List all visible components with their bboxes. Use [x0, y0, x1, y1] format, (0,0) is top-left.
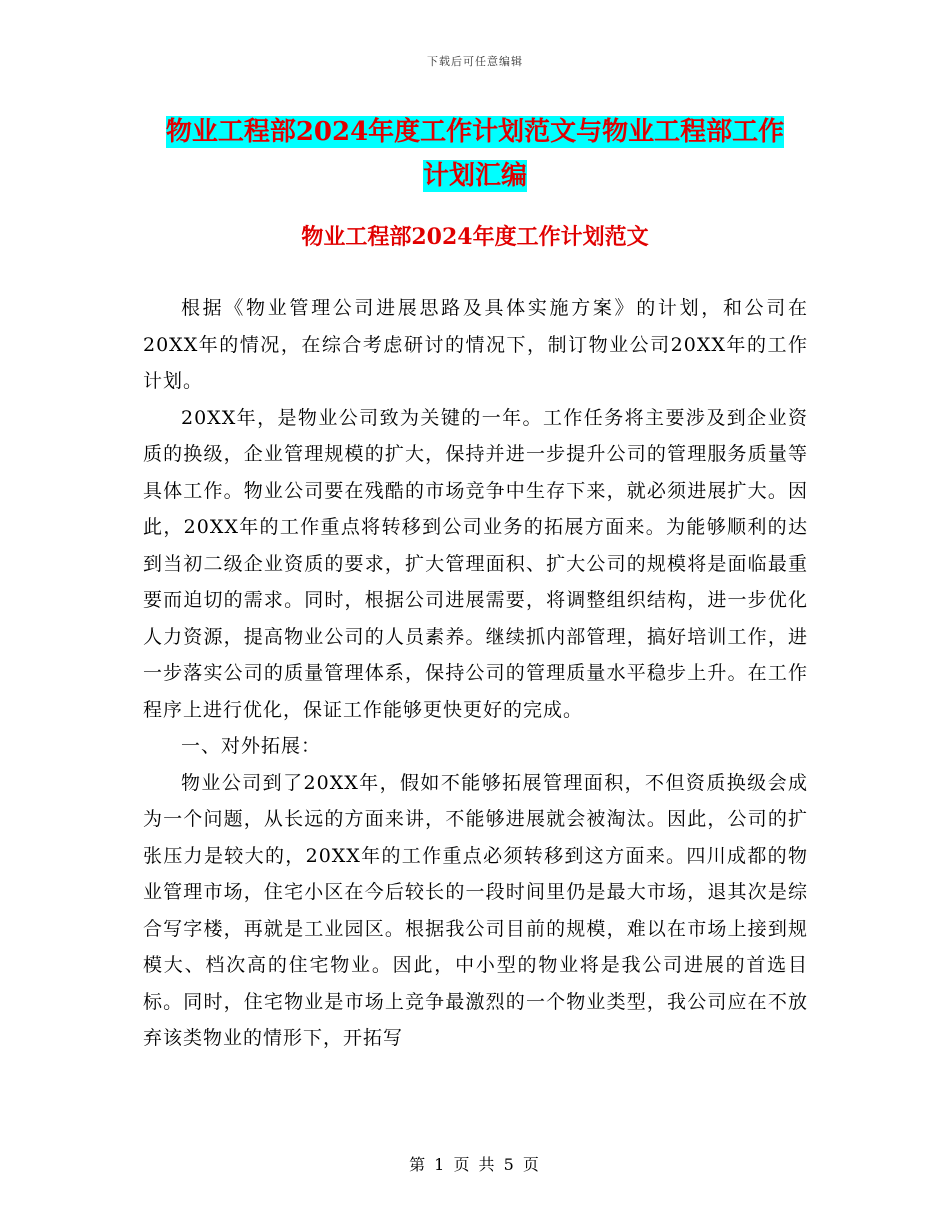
body-paragraph: 根据《物业管理公司进展思路及具体实施方案》的计划，和公司在20XX年的情况，在综合考虑研讨的情况下，制订物业公司20XX年的工作计划。: [143, 297, 808, 392]
document-body: [143, 290, 808, 1057]
page-header-note: 下载后可任意编辑: [427, 55, 523, 68]
body-paragraph: 20XX年，是物业公司致为关键的一年。工作任务将主要涉及到企业资质的换级，企业管理规模的扩大，保持并进一步提升公司的管理服务质量等具体工作。物业公司要在残酷的市场竞争中生存下来，就必须进展扩大。因此，20XX年的工作重点将转移到公司业务的拓展方面来。为能够顺利的达到当初二级企业资质的要求，扩大管理面积、扩大公司的规模将是面临最重要而迫切的需求。同时，根据公司进展需要，将调整组织结构，进一步优化人力资源，提高物业公司的人员素养。继续抓内部管理，搞好培训工作，进一步落实公司的质量管理体系，保持公司的管理质量水平稳步上升。在工作程序上进行优化，保证工作能够更快更好的完成。: [143, 406, 808, 721]
document-title-line-1: 物业工程部2024年度工作计划范文与物业工程部工作: [165, 117, 785, 147]
body-paragraph: 物业公司到了20XX年，假如不能够拓展管理面积，不但资质换级会成为一个问题，从长远的方面来讲，不能够进展就会被淘汰。因此，公司的扩张压力是较大的，20XX年的工作重点必须转移到这方面来。四川成都的物业管理市场，住宅小区在今后较长的一段时间里仍是最大市场，退其次是综合写字楼，再就是工业园区。根据我公司目前的规模，难以在市场上接到规模大、档次高的住宅物业。因此，中小型的物业将是我公司进展的首选目标。同时，住宅物业是市场上竞争最激烈的一个物业类型，我公司应在不放弃该类物业的情形下，开拓写: [143, 771, 808, 1049]
section-title: 物业工程部2024年度工作计划范文: [301, 224, 649, 250]
subsection-heading: 一、对外拓展：: [181, 735, 322, 757]
document-title-line-2: 计划汇编: [422, 161, 527, 191]
document-title: [140, 110, 810, 198]
page-number: 第 1 页 共 5 页: [409, 1155, 541, 1174]
